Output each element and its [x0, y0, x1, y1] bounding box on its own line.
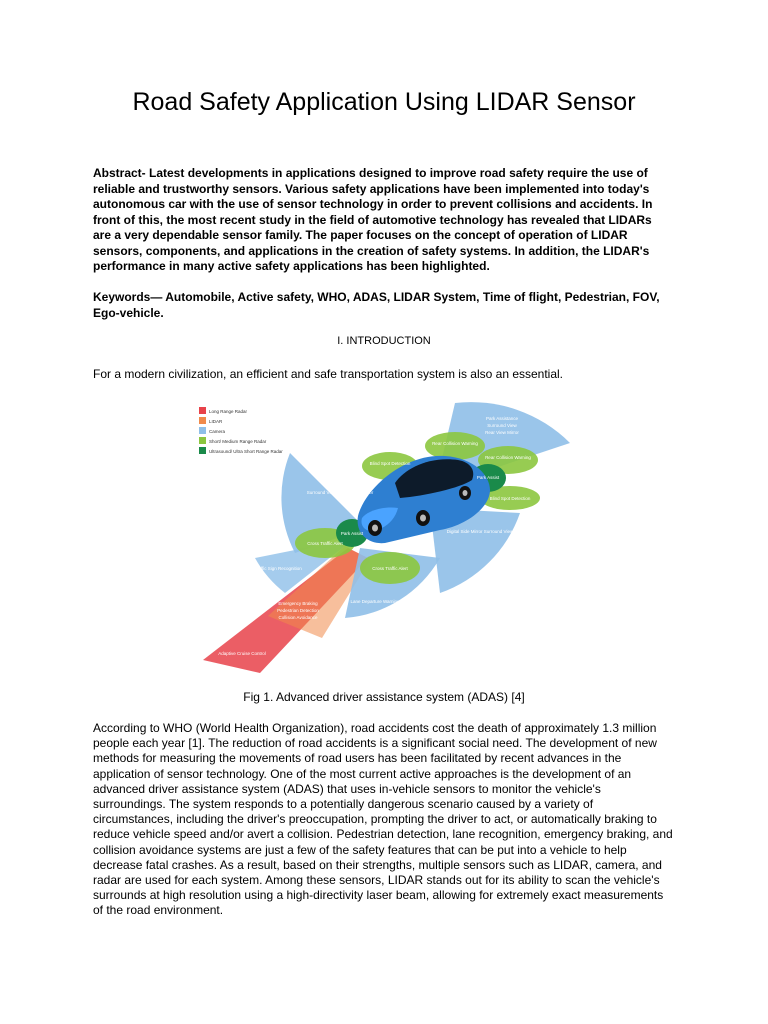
adas-diagram [190, 398, 580, 683]
label-blind-spot-right: Blind Spot Detection [489, 496, 531, 501]
label-park-assist-rear: Park Assist [476, 475, 500, 480]
label-traffic-sign: Traffic Sign Recognition [254, 566, 302, 571]
legend-swatch-4 [199, 447, 206, 454]
label-collision-avoidance: Collision Avoidance [278, 615, 318, 620]
intro-sentence: For a modern civilization, an efficient and safe transportation system is also an essential. [93, 367, 564, 381]
body-paragraph: According to WHO (World Health Organization), road accidents cost the death of approximately 1.3 million people each year [1]. The reduction of road accidents is a significant social need. The development of new methods for measuring the movements of road users has been facilitated by recent advances in the application of sensor technology. One of the most current active approaches is the development of an advanced driver assistance system (ADAS) that uses in-vehicle sensors to monitor the vehicle's surroundings. The system responds to a potentially dangerous scenario caused by a variety of circumstances, including the driver's preoccupation, prompting the driver to act, or automatically braking to reduce vehicle speed and/or avert a collision. Pedestrian detection, lane recognition, emergency braking, and collision avoidance systems are just a few of the safety features that can be put into a vehicle to help decrease fatal crashes. As a result, based on their strengths, multiple sensors such as LIDAR, camera, and radar are used for each system. Among these sensors, LIDAR stands out for its ability to scan the vehicle's surrounds at high resolution using a high-directivity laser beam, allowing for extremely exact measurements of the road environment. [93, 721, 673, 918]
label-cross-traffic-left: Cross Traffic Alert [307, 541, 343, 546]
label-surround-view: Surround View [487, 423, 517, 428]
label-adaptive-cruise: Adaptive Cruise Control [218, 651, 266, 656]
label-lane-departure: Lane Departure Warning [350, 599, 400, 604]
legend-label-0: Long Range Radar [209, 409, 248, 414]
legend-label-4: Ultrasound/ Ultra Short Range Radar [209, 449, 283, 454]
legend-swatch-0 [199, 407, 206, 414]
label-emergency-braking: Emergency Braking [278, 601, 318, 606]
legend-swatch-2 [199, 427, 206, 434]
keywords: Keywords— Automobile, Active safety, WHO, ADAS, LIDAR System, Time of flight, Pedestrian, FOV, Ego-vehicle. [93, 290, 660, 320]
legend-swatch-1 [199, 417, 206, 424]
legend-label-2: Camera [209, 429, 226, 434]
abstract: Abstract- Latest developments in applications designed to improve road safety require the use of reliable and trustworthy sensors. Various safety applications have been implemented into today's autonomous car with the use of sensor technology in order to prevent collisions and accidents. In front of this, the most recent study in the field of automotive technology has revealed that LIDARs are a very dependable sensor family. The paper focuses on the concept of operation of LIDAR sensors, components, and applications in the creation of safety systems. In addition, the LIDAR's performance in many active safety applications has been highlighted. [93, 166, 653, 273]
label-pedestrian-detection: Pedestrian Detection [277, 608, 319, 613]
paper-title: Road Safety Application Using LIDAR Sensor [132, 88, 636, 116]
label-blind-spot-left: Blind Spot Detection [369, 461, 411, 466]
label-park-assistance: Park Assistance [485, 416, 519, 421]
figure-caption: Fig 1. Advanced driver assistance system (ADAS) [4] [243, 690, 525, 704]
figure-legend [199, 407, 283, 454]
label-cross-traffic-right: Cross Traffic Alert [372, 566, 408, 571]
label-park-assist-front: Park Assist [340, 531, 364, 536]
label-surround-view-left: Surround View Digital Side Mirror [306, 490, 374, 495]
label-rear-collision: Rear Collision Warning [485, 455, 531, 460]
legend-label-1: LIDAR [209, 419, 223, 424]
legend-swatch-3 [199, 437, 206, 444]
label-rear-view-mirror: Rear View Mirror [485, 430, 519, 435]
section-heading: I. INTRODUCTION [337, 335, 431, 347]
label-rear-collision-warning: Rear Collision Warning [432, 441, 478, 446]
legend-label-3: Short/ Medium Range Radar [209, 439, 267, 444]
label-digital-side-mirror-right: Digital Side Mirror Surround View [446, 529, 514, 534]
radar-zone-rear-collision [425, 432, 485, 460]
adas-figure [190, 398, 580, 683]
